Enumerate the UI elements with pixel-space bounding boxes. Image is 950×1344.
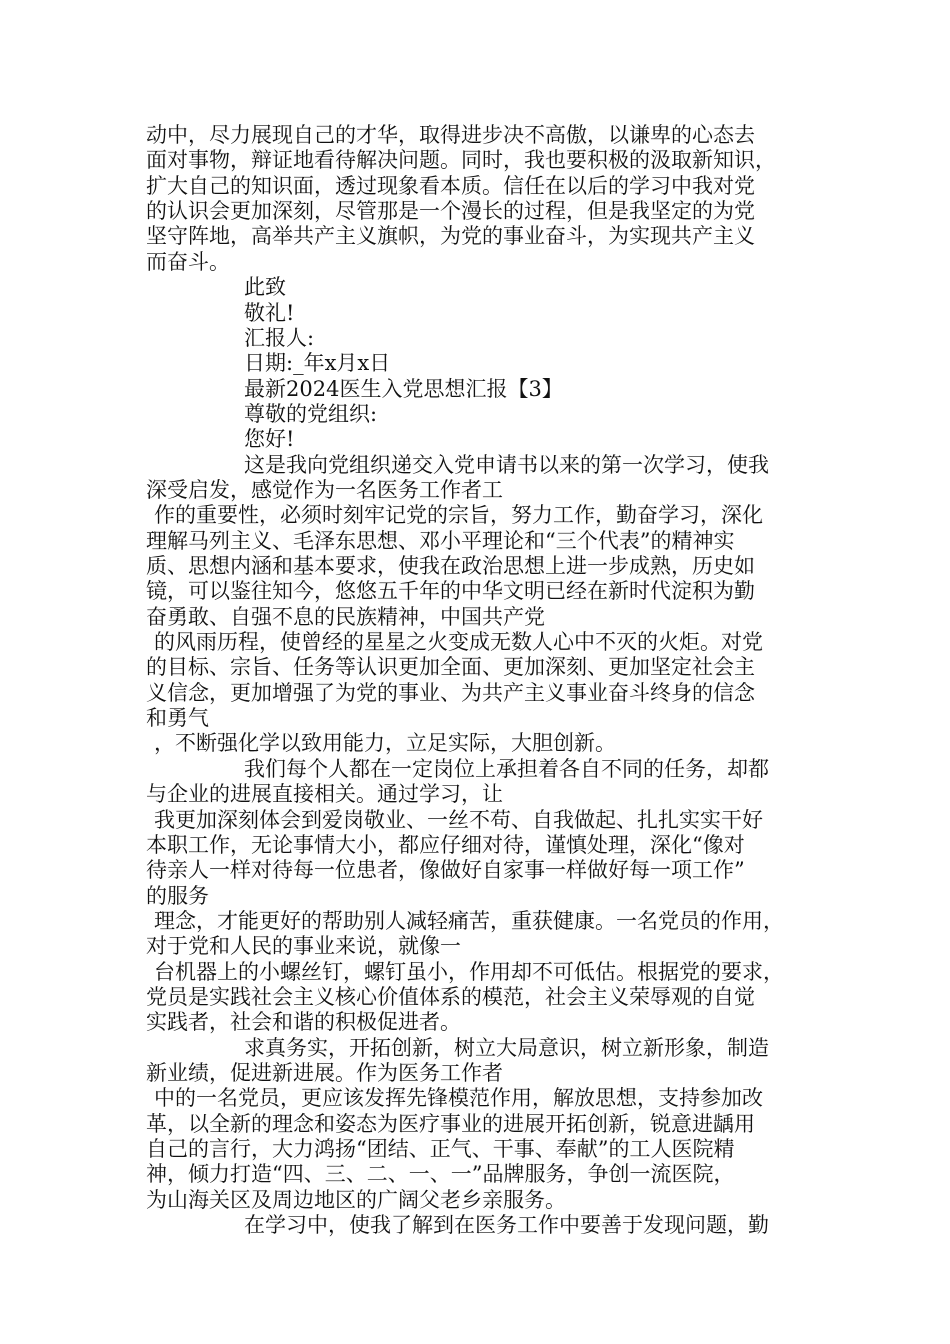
text-line: 的服务	[146, 883, 209, 908]
text-line: 神，倾力打造“四、三、二、一、一”品牌服务，争创一流医院，	[146, 1162, 735, 1187]
text-line: 和勇气	[146, 706, 209, 731]
text-line: 待亲人一样对待每一位患者，像做好自家事一样做好每一项工作”	[146, 858, 745, 883]
text-line: 的目标、宗旨、任务等认识更加全面、更加深刻、更加坚定社会主	[146, 655, 755, 680]
greeting: 您好!	[244, 427, 295, 452]
text-line: 革，以全新的理念和姿态为医疗事业的进展开拓创新，锐意进龋用	[146, 1111, 755, 1136]
text-line: 镜，可以鉴往知今，悠悠五千年的中华文明已经在新时代淀积为勤	[146, 579, 755, 604]
text-line: 的风雨历程，使曾经的星星之火变成无数人心中不灭的火炬。对党	[154, 630, 763, 654]
text-line: 理念，才能更好的帮助别人减轻痛苦，重获健康。一名党员的作用，	[154, 908, 784, 933]
text-line: 自己的言行，大力鸿扬“团结、正气、干事、奉献”的工人医院精	[146, 1137, 735, 1161]
greeting-recipient: 尊敬的党组织:	[244, 401, 378, 426]
closing-regards: 敬礼!	[244, 300, 295, 325]
text-line: 我们每个人都在一定岗位上承担着各自不同的任务，却都	[244, 756, 769, 781]
text-line: 深受启发，感觉作为一名医务工作者工	[146, 477, 503, 502]
text-line: 台机器上的小螺丝钉，螺钉虽小，作用却不可低估。根据党的要求，	[154, 959, 784, 984]
closing-salutation: 此致	[244, 275, 286, 300]
text-line: 本职工作，无论事情大小，都应仔细对待，谨慎处理，深化“像对	[146, 832, 745, 857]
text-line: 这是我向党组织递交入党申请书以来的第一次学习，使我	[244, 452, 769, 477]
text-line: 我更加深刻体会到爱岗敬业、一丝不苟、自我做起、扎扎实实干好	[154, 807, 763, 832]
text-line: ，不断强化学以致用能力，立足实际，大胆创新。	[154, 731, 616, 756]
text-line: 实践者，社会和谐的积极促进者。	[146, 1010, 461, 1035]
text-line: 党员是实践社会主义核心价值体系的模范，社会主义荣辱观的自觉	[146, 984, 755, 1009]
text-line: 动中，尽力展现自己的才华，取得进步决不高傲，以谦卑的心态去	[146, 123, 755, 147]
text-line: 新业绩，促进新进展。作为医务工作者	[146, 1061, 503, 1085]
reporter-line: 汇报人:	[244, 325, 315, 350]
text-line: 作的重要性，必须时刻牢记党的宗旨，努力工作，勤奋学习，深化	[154, 503, 763, 528]
text-line: 奋勇敢、自强不息的民族精神，中国共产党	[146, 604, 545, 629]
text-line: 义信念，更加增强了为党的事业、为共产主义事业奋斗终身的信念	[146, 680, 755, 705]
text-line: 理解马列主义、毛泽东思想、邓小平理论和“三个代表”的精神实	[146, 528, 735, 553]
text-line: 对于党和人民的事业来说，就像一	[146, 934, 461, 959]
text-line: 扩大自己的知识面，透过现象看本质。信任在以后的学习中我对党	[146, 173, 755, 198]
date-line: 日期:_年x月x日	[244, 351, 391, 376]
text-line: 在学习中，使我了解到在医务工作中要善于发现问题，勤	[244, 1213, 769, 1237]
text-line: 求真务实，开拓创新，树立大局意识，树立新形象，制造	[244, 1035, 769, 1060]
text-line: 与企业的进展直接相关。通过学习，让	[146, 782, 503, 807]
text-line: 面对事物，辩证地看待解决问题。同时，我也要积极的汲取新知识，	[146, 148, 776, 173]
text-line: 而奋斗。	[146, 249, 230, 274]
text-line: 的认识会更加深刻，尽管那是一个漫长的过程，但是我坚定的为党	[146, 199, 755, 224]
text-line: 质、思想内涵和基本要求，使我在政治思想上进一步成熟，历史如	[146, 554, 755, 578]
section-title: 最新2024医生入党思想汇报【3】	[244, 376, 563, 401]
text-line: 中的一名党员，更应该发挥先锋模范作用，解放思想，支持参加改	[154, 1086, 763, 1111]
text-line: 为山海关区及周边地区的广阔父老乡亲服务。	[146, 1187, 566, 1212]
text-line: 坚守阵地，高举共产主义旗帜，为党的事业奋斗，为实现共产主义	[146, 224, 755, 249]
